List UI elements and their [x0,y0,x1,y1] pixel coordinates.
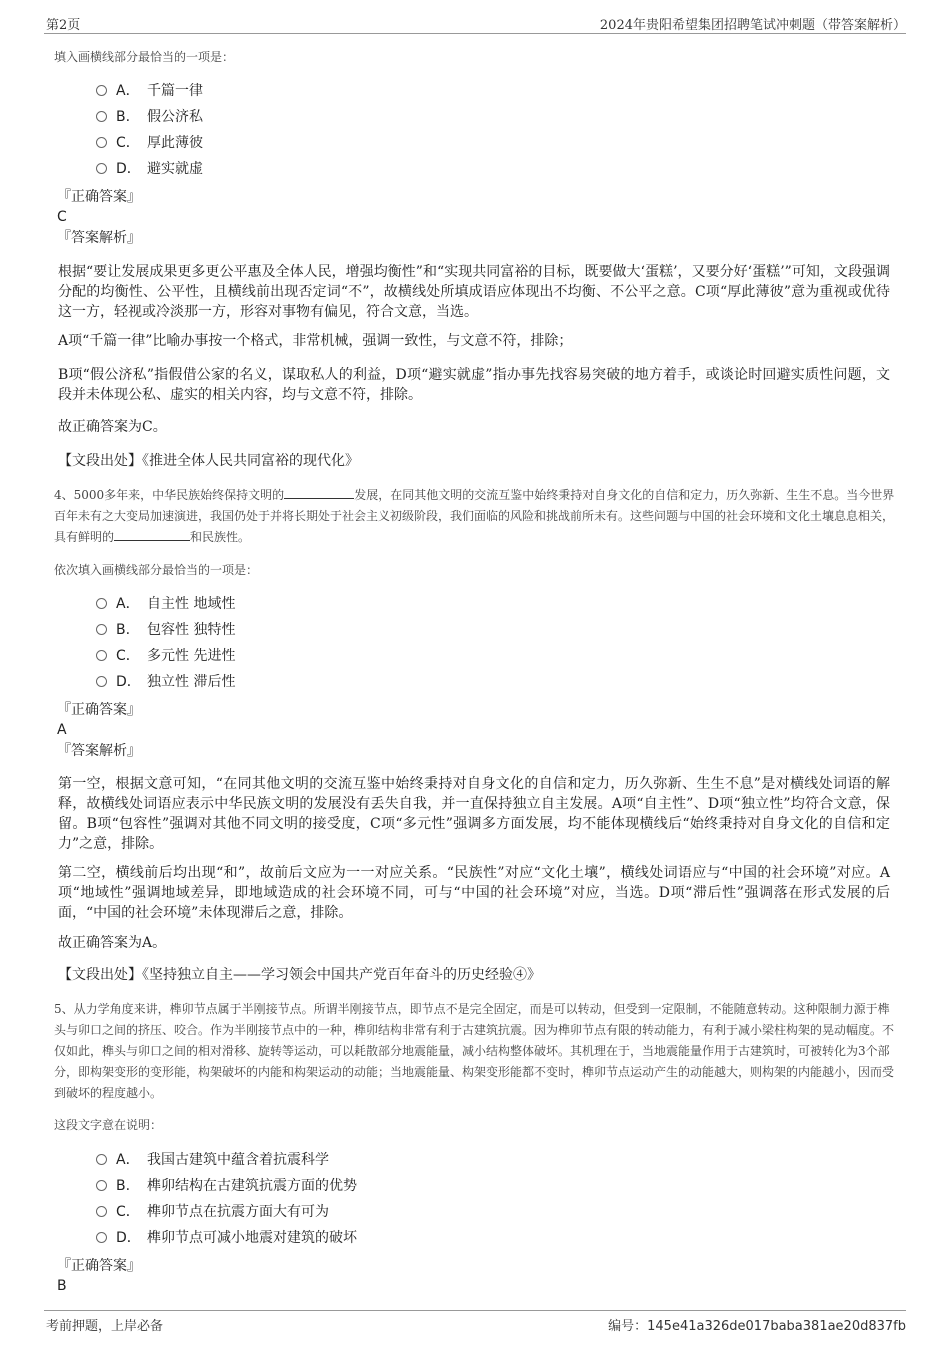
radio-icon[interactable] [96,650,107,661]
radio-icon[interactable] [96,137,107,148]
q4-option-b[interactable]: B. 包容性 独特性 [96,619,235,641]
correct-answer-label: 『正确答案』 [57,1258,141,1274]
blank-line [284,485,354,499]
q4-analysis-3: 故正确答案为A。 [58,935,167,951]
footer-slogan: 考前押题，上岸必备 [46,1319,164,1334]
q3-analysis-3: B项“假公济私”指假借公家的名义，谋取私人的利益，D项“避实就虚”指办事先找容易突破的地方着手，或谈论时回避实质性问题，文段并未体现公私、虚实的相关内容，均与文意不符，排除。 [58,367,890,403]
q4-prompt: 依次填入画横线部分最恰当的一项是： [54,563,259,577]
q4-source: 【文段出处】《坚持独立自主——学习领会中国共产党百年奋斗的历史经验④》 [58,967,541,983]
q4-answer: A [57,722,67,738]
radio-icon[interactable] [96,624,107,635]
q3-option-a[interactable]: A． 千篇一律 [96,80,203,102]
radio-icon[interactable] [96,1180,107,1191]
radio-icon[interactable] [96,1154,107,1165]
q4-option-d[interactable]: D． 独立性 滞后性 [96,671,235,693]
q3-prompt: 填入画横线部分最恰当的一项是： [54,50,235,64]
radio-icon[interactable] [96,1206,107,1217]
radio-icon[interactable] [96,163,107,174]
q5-option-d[interactable]: D． 榫卯节点可减小地震对建筑的破坏 [96,1227,357,1249]
q3-analysis-2: A项“千篇一律”比喻办事按一个格式，非常机械，强调一致性，与文意不符，排除； [58,333,573,349]
footer-divider [44,1310,906,1311]
correct-answer-label: 『正确答案』 [57,189,141,205]
header-divider [44,33,906,34]
q3-option-b[interactable]: B. 假公济私 [96,106,203,128]
correct-answer-label: 『正确答案』 [57,702,141,718]
q5-prompt: 这段文字意在说明： [54,1118,163,1132]
document-title: 2024年贵阳希望集团招聘笔试冲刺题（带答案解析） [599,18,906,33]
q3-answer: C [57,209,67,225]
radio-icon[interactable] [96,85,107,96]
analysis-label: 『答案解析』 [57,230,141,246]
q4-option-c[interactable]: C． 多元性 先进性 [96,645,235,667]
q3-analysis-1: 根据“要让发展成果更多更公平惠及全体人民，增强均衡性”和“实现共同富裕的目标，既要做大‘蛋糕’，又要分好‘蛋糕’”可知，文段强调分配的均衡性、公平性，且横线前出现否定词“不”，故横线处所填成语应体现出不均衡、不公平之意。C项“厚此薄彼”意为重视或优待这一方，轻视或冷淡那一方，形容对事物有偏见，符合文意，当选。 [58,264,890,320]
q5-answer: B [57,1278,67,1294]
q4-option-a[interactable]: A． 自主性 地域性 [96,593,235,615]
q4-stem: 4、5000多年来，中华民族始终保持文明的 发展，在同其他文明的交流互鉴中始终秉持对自身文化的自信和定力，历久弥新、生生不息。当今世界百年未有之大变局加速演进，我国仍处于并将长期处于社会主义初级阶段，我们面临的风险和挑战前所未有。这些问题与中国的社会环境和文化土壤息息相关，具有鲜明的 和民族性。 [54,485,899,548]
radio-icon[interactable] [96,598,107,609]
radio-icon[interactable] [96,111,107,122]
q4-analysis-2: 第二空，横线前后均出现“和”，故前后文应为一一对应关系。“民族性”对应“文化土壤”，横线处词语应与“中国的社会环境”对应。A项“地域性”强调地域差异，即地域造成的社会环境不同，可与“中国的社会环境”对应，当选。D项“滞后性”强调落在形式发展的后面，“中国的社会环境”未体现滞后之意，排除。 [58,865,890,921]
q4-analysis-1: 第一空，根据文意可知，“在同其他文明的交流互鉴中始终秉持对自身文化的自信和定力，历久弥新、生生不息”是对横线处词语的解释，故横线处词语应表示中华民族文明的发展没有丢失自我，并一直保持独立自主发展。A项“自主性”、D项“独立性”均符合文意，保留。B项“包容性”强调对其他不同文明的接受度，C项“多元性”强调多方面发展，均不能体现横线后“始终秉持对自身文化的自信和定力”之意，排除。 [58,776,890,852]
q5-option-b[interactable]: B. 榫卯结构在古建筑抗震方面的优势 [96,1175,357,1197]
q3-option-d[interactable]: D． 避实就虚 [96,158,203,180]
document-code: 编号：145e41a326de017baba381ae20d837fb [608,1319,906,1334]
radio-icon[interactable] [96,1232,107,1243]
blank-line [114,527,190,541]
q3-source: 【文段出处】《推进全体人民共同富裕的现代化》 [58,453,359,469]
radio-icon[interactable] [96,676,107,687]
analysis-label: 『答案解析』 [57,743,141,759]
q5-option-c[interactable]: C． 榫卯节点在抗震方面大有可为 [96,1201,329,1223]
page-number: 第2页 [46,18,81,33]
q5-stem: 5、从力学角度来讲，榫卯节点属于半刚接节点。所谓半刚接节点，即节点不是完全固定，而是可以转动，但受到一定限制，不能随意转动。这种限制力源于榫头与卯口之间的挤压、咬合。作为半刚接节点中的一种，榫卯结构非常有利于古建筑抗震。因为榫卯节点有限的转动能力，有利于减小梁柱构架的晃动幅度。不仅如此，榫头与卯口之间的相对滑移、旋转等运动，可以耗散部分地震能量，减小结构整体破坏。其机理在于，当地震能量作用于古建筑时，可被转化为3个部分，即构架变形的变形能，构架破坏的内能和构架运动的动能；当地震能量、构架变形能都不变时，榫卯节点运动产生的动能越大，则构架的内能越小，因而受到破坏的程度越小。 [54,1002,895,1100]
q3-option-c[interactable]: C． 厚此薄彼 [96,132,203,154]
q5-option-a[interactable]: A． 我国古建筑中蕴含着抗震科学 [96,1149,329,1171]
q3-analysis-4: 故正确答案为C。 [58,419,167,435]
